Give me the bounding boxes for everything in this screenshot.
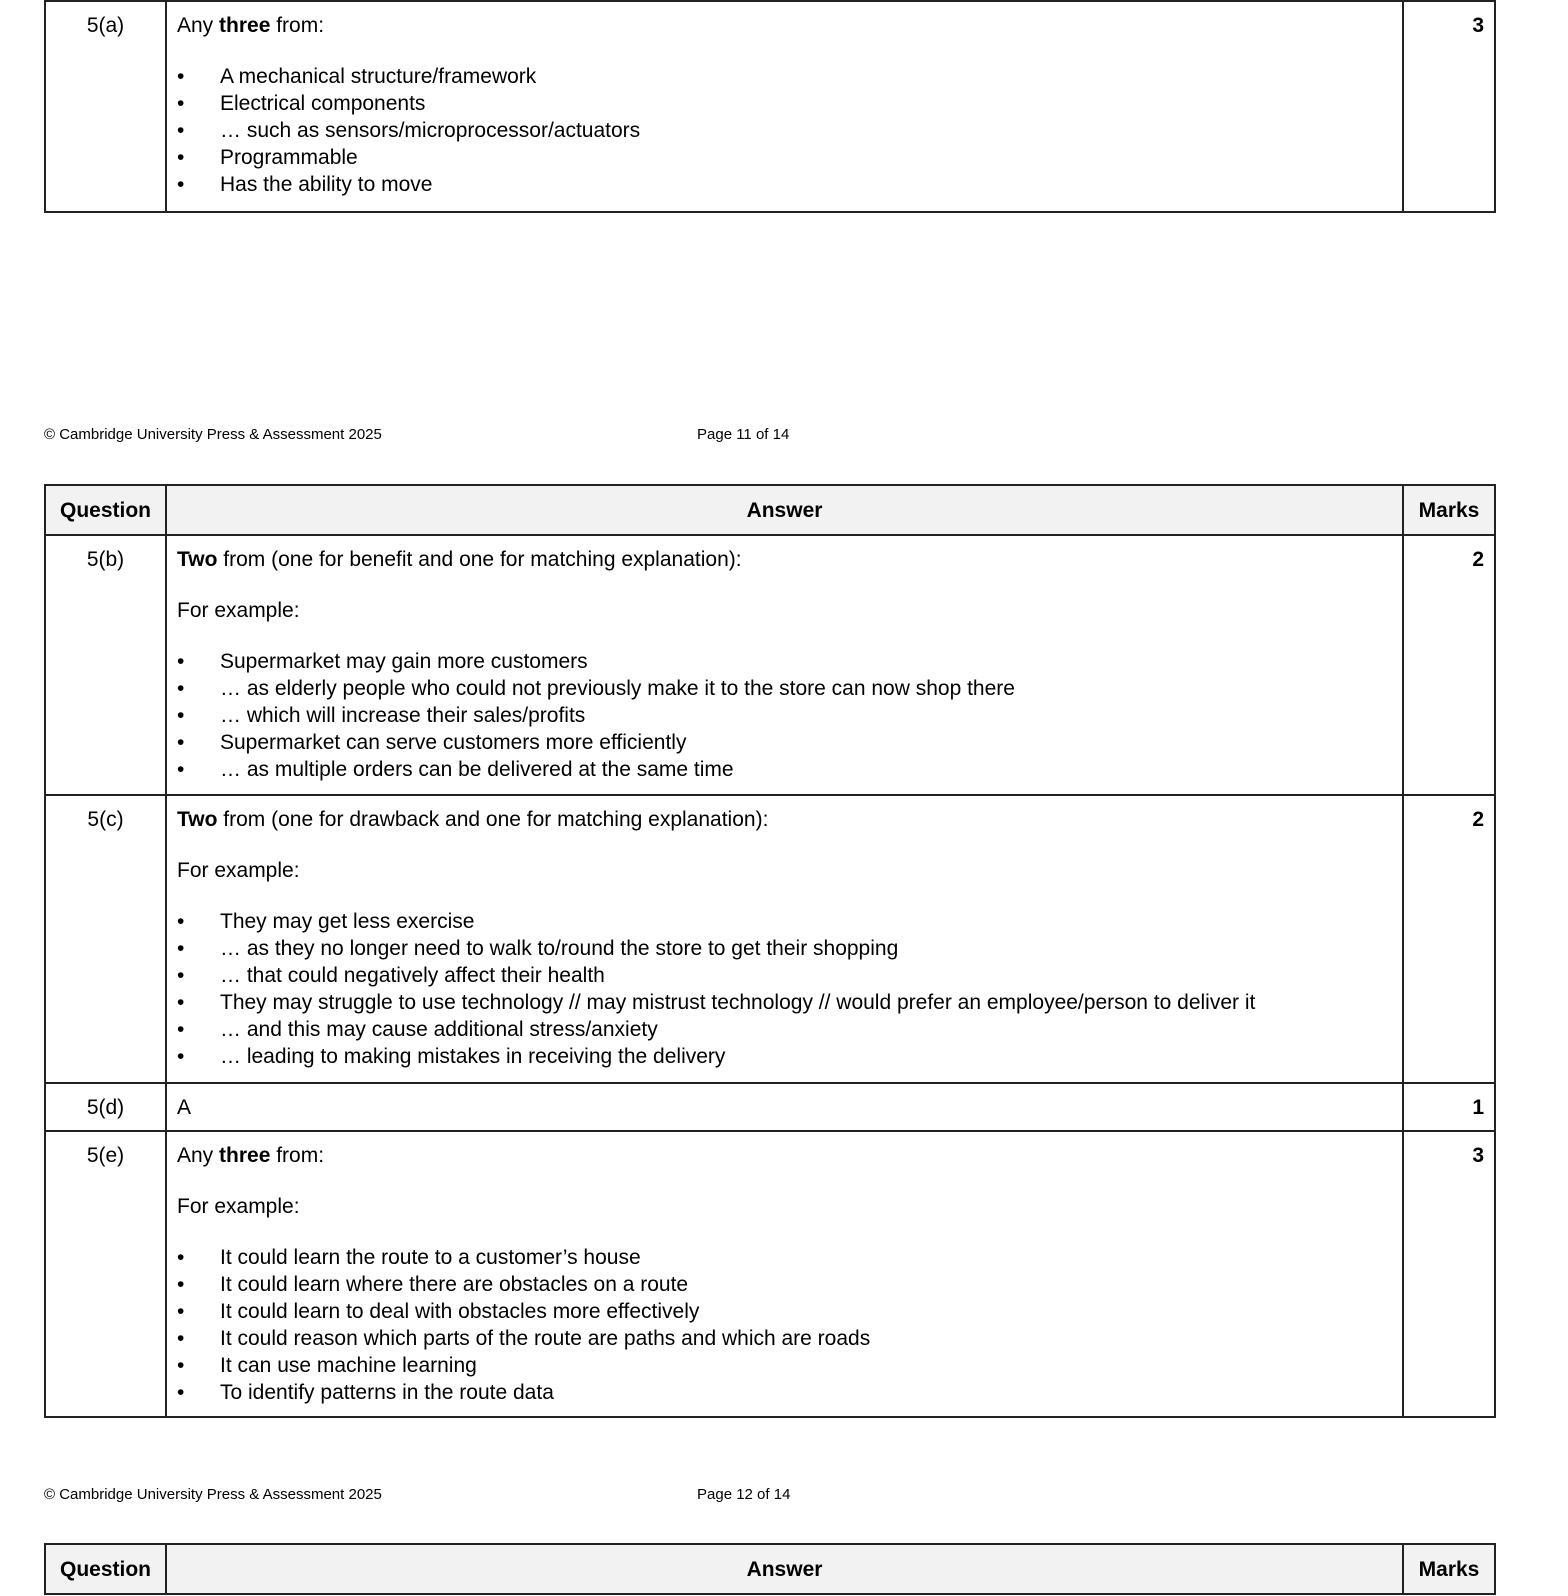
column-header-question: Question — [45, 485, 166, 535]
answer-bullet-list — [177, 908, 1392, 1070]
table-row-5a — [45, 1, 1495, 212]
marks-value: 2 — [1403, 535, 1495, 795]
table-row-5d — [45, 1083, 1495, 1131]
list-item: • Programmable — [177, 144, 1392, 171]
marks-value: 1 — [1403, 1083, 1495, 1131]
answer-cell — [166, 1131, 1403, 1417]
list-item: • … which will increase their sales/profits — [177, 702, 1392, 729]
list-item: • It could learn where there are obstacles on a route — [177, 1271, 1392, 1298]
list-item: • … such as sensors/microprocessor/actuators — [177, 117, 1392, 144]
list-item: • It can use machine learning — [177, 1352, 1392, 1379]
for-example-label: For example: — [177, 599, 300, 622]
question-number: 5(c) — [45, 795, 166, 1083]
answer-bullet-list — [177, 1244, 1392, 1406]
column-header-marks: Marks — [1403, 485, 1495, 535]
list-item: • Supermarket may gain more customers — [177, 648, 1392, 675]
column-header-question: Question — [45, 1544, 166, 1594]
for-example-label: For example: — [177, 1195, 300, 1218]
table-row-5b — [45, 535, 1495, 795]
copyright-text: © Cambridge University Press & Assessment 2025 — [44, 1486, 382, 1503]
answer-intro: Any three from: — [177, 1144, 325, 1167]
marks-value: 3 — [1403, 1, 1495, 212]
answer-cell: A — [166, 1083, 1403, 1131]
list-item: • Electrical components — [177, 90, 1392, 117]
list-item: • It could reason which parts of the route are paths and which are roads — [177, 1325, 1392, 1352]
list-item: • They may struggle to use technology // may mistrust technology // would prefer an employee/person to deliver it — [177, 989, 1392, 1016]
answer-bullet-list — [177, 63, 1392, 198]
list-item: • Supermarket can serve customers more efficiently — [177, 729, 1392, 756]
answer-intro: Two from (one for benefit and one for matching explanation): — [177, 548, 742, 571]
list-item: • They may get less exercise — [177, 908, 1392, 935]
answer-cell — [166, 1, 1403, 212]
column-header-marks: Marks — [1403, 1544, 1495, 1594]
question-number: 5(b) — [45, 535, 166, 795]
table-header-row — [45, 1544, 1495, 1594]
table-header-row — [45, 485, 1495, 535]
answer-intro: Two from (one for drawback and one for matching explanation): — [177, 808, 769, 831]
answer-cell — [166, 795, 1403, 1083]
page-number: Page 12 of 14 — [697, 1486, 791, 1503]
mark-scheme-table-page-12 — [44, 484, 1496, 1418]
question-number: 5(d) — [45, 1083, 166, 1131]
list-item: • … as multiple orders can be delivered at the same time — [177, 756, 1392, 783]
copyright-text: © Cambridge University Press & Assessment 2025 — [44, 426, 382, 443]
mark-scheme-table-page-13 — [44, 1543, 1496, 1595]
question-number: 5(a) — [45, 1, 166, 212]
for-example-label: For example: — [177, 859, 300, 882]
list-item: • … that could negatively affect their health — [177, 962, 1392, 989]
list-item: • … and this may cause additional stress/anxiety — [177, 1016, 1392, 1043]
marks-value: 2 — [1403, 795, 1495, 1083]
list-item: • A mechanical structure/framework — [177, 63, 1392, 90]
answer-cell — [166, 535, 1403, 795]
page-number: Page 11 of 14 — [697, 426, 790, 443]
list-item: • … leading to making mistakes in receiving the delivery — [177, 1043, 1392, 1070]
list-item: • It could learn the route to a customer’s house — [177, 1244, 1392, 1271]
list-item: • … as they no longer need to walk to/round the store to get their shopping — [177, 935, 1392, 962]
question-number: 5(e) — [45, 1131, 166, 1417]
list-item: • Has the ability to move — [177, 171, 1392, 198]
column-header-answer: Answer — [166, 485, 1403, 535]
list-item: • … as elderly people who could not previously make it to the store can now shop there — [177, 675, 1392, 702]
list-item: • To identify patterns in the route data — [177, 1379, 1392, 1406]
answer-bullet-list — [177, 648, 1392, 783]
list-item: • It could learn to deal with obstacles more effectively — [177, 1298, 1392, 1325]
marks-value: 3 — [1403, 1131, 1495, 1417]
mark-scheme-table-page-11 — [44, 0, 1496, 213]
column-header-answer: Answer — [166, 1544, 1403, 1594]
answer-intro: Any three from: — [177, 14, 325, 37]
table-row-5e — [45, 1131, 1495, 1417]
table-row-5c — [45, 795, 1495, 1083]
